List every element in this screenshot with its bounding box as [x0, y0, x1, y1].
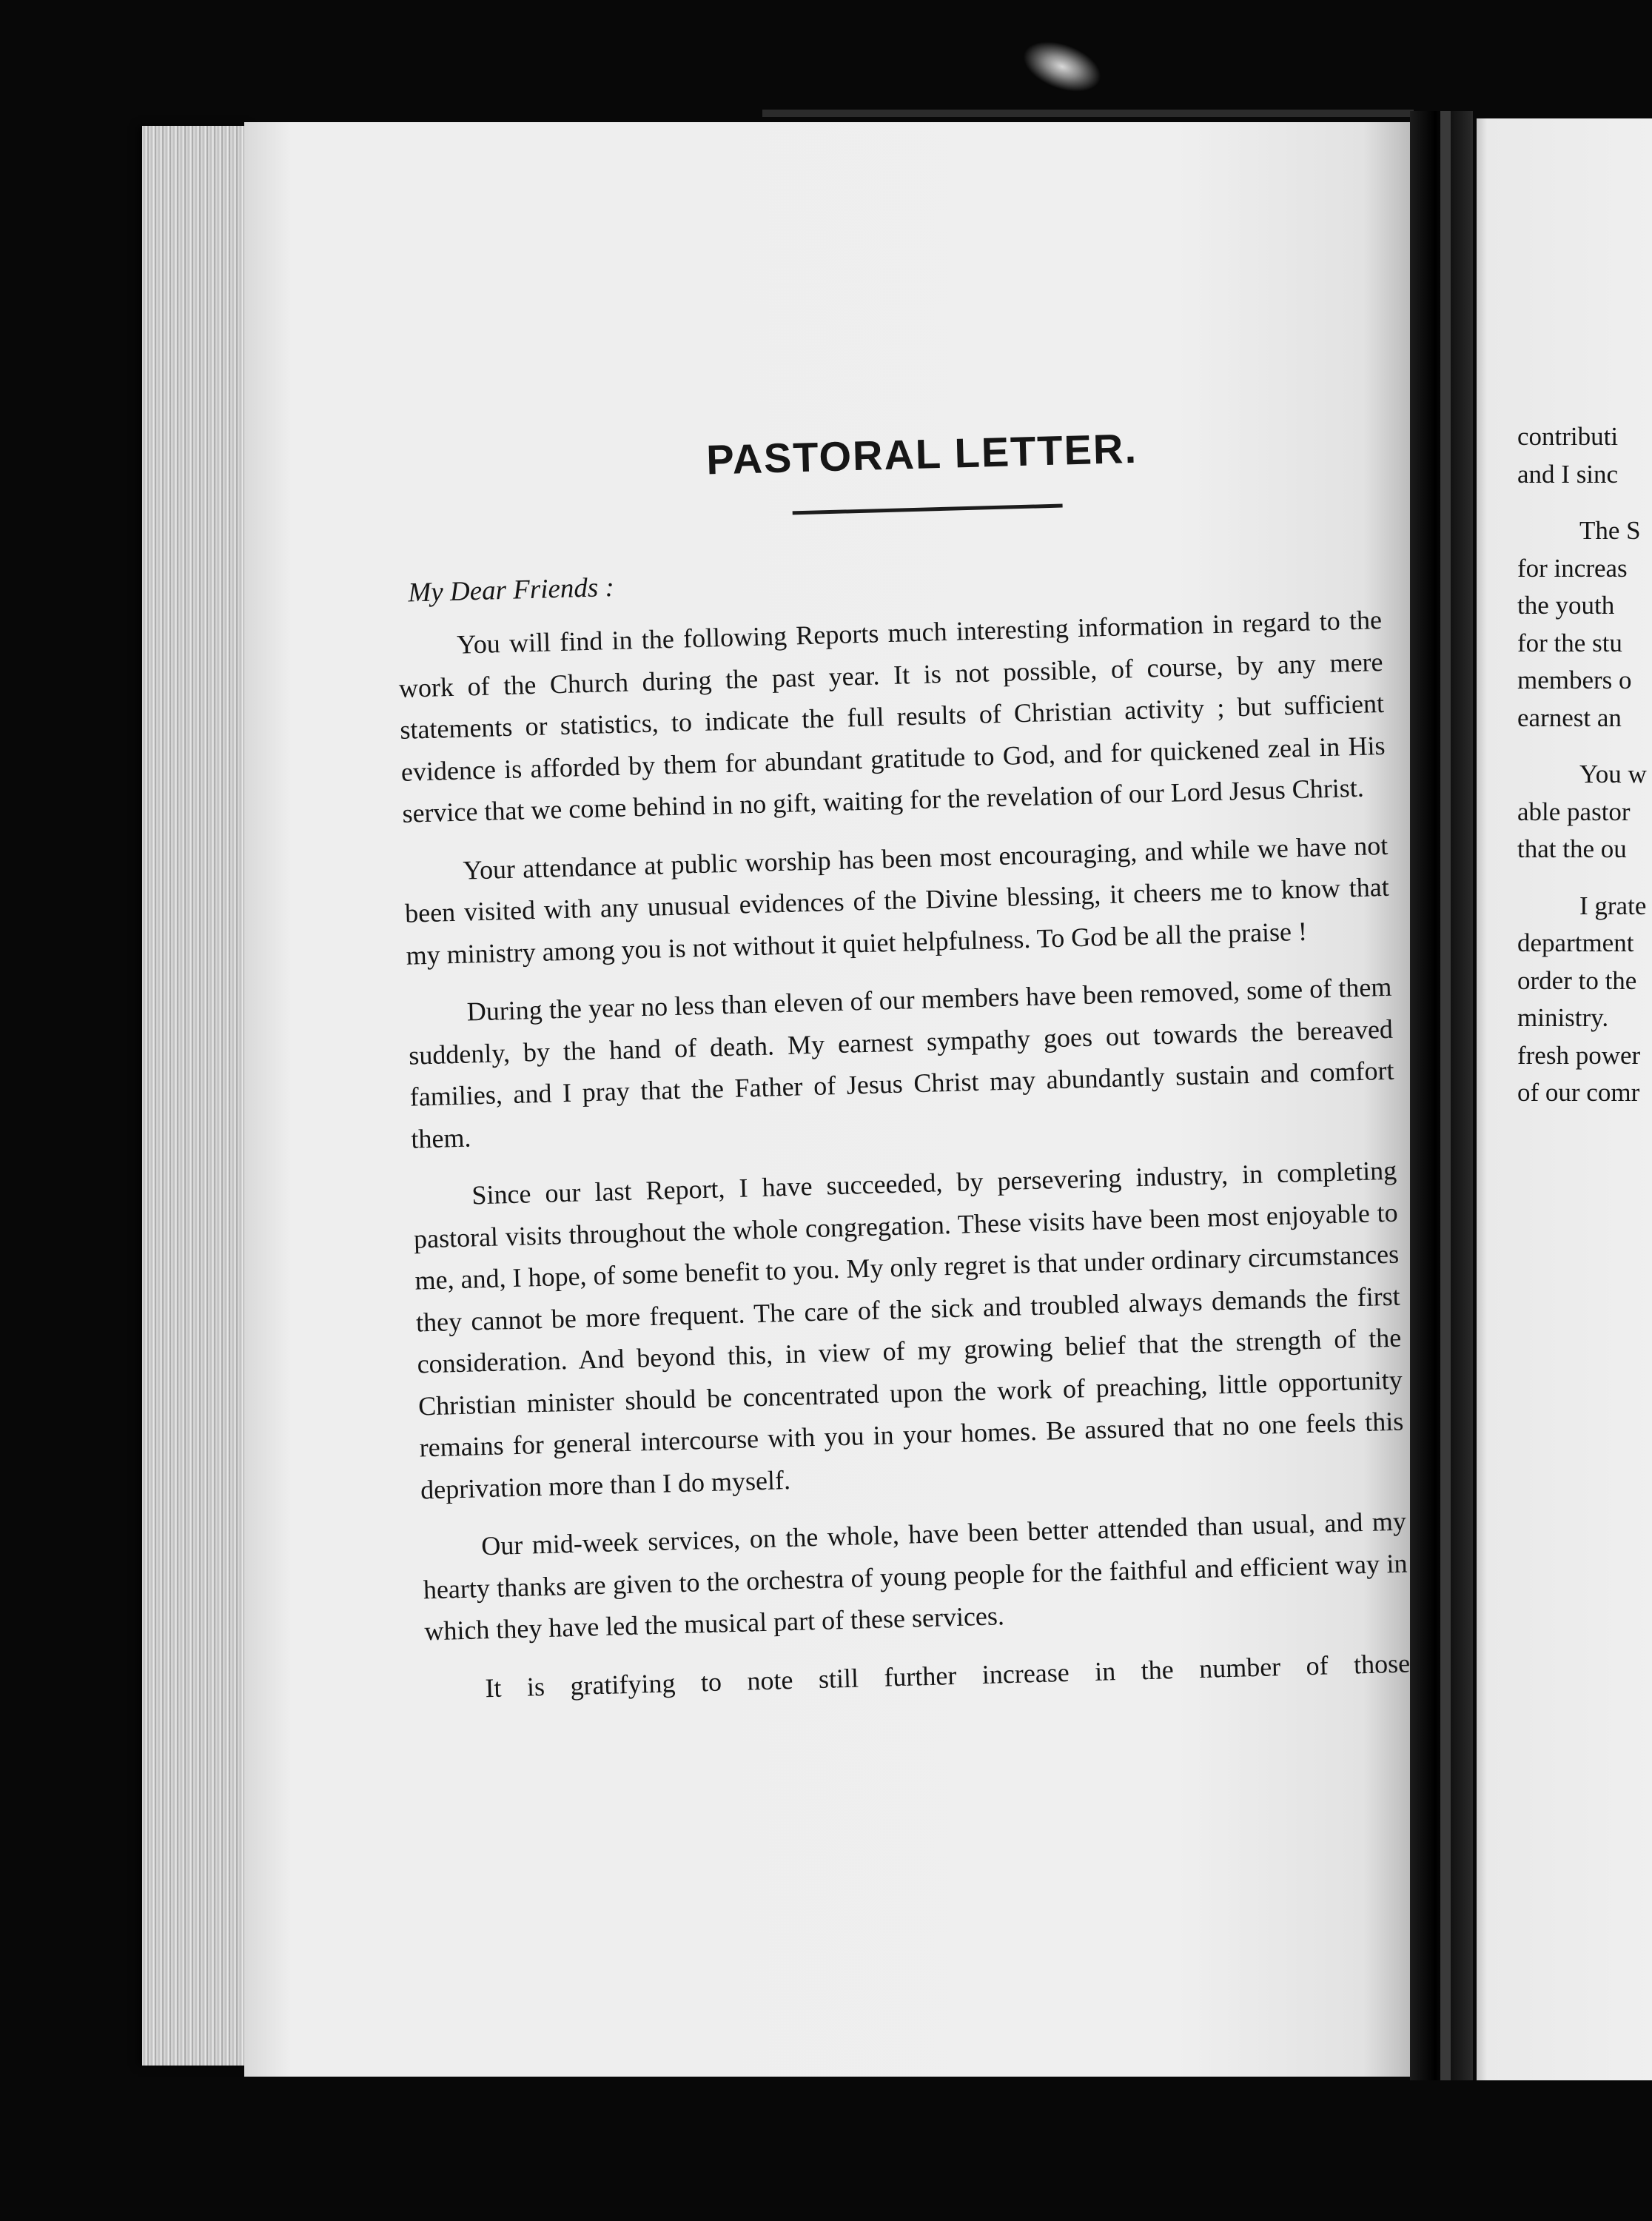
paragraph: Our mid-week services, on the whole, have been better attended than usual, and my hearty thanks are given to the orchestra of young people for the faithful and efficient way in which they have led the musical part of these services.	[423, 1506, 1408, 1647]
title-underline	[792, 504, 1062, 515]
page-title: PASTORAL LETTER.	[705, 424, 1138, 483]
right-line: The S	[1579, 516, 1641, 545]
gutter-strip	[1440, 111, 1451, 2080]
right-gap	[1517, 868, 1652, 888]
paragraph: Your attendance at public worship has been most encouraging, and while we have not been visited with any unusual evidences of the Divine blessing, it cheers me to know that my ministry among you is not without it quiet helpfulness. To God be all the praise !	[404, 830, 1390, 971]
paragraph: It is gratifying to note still further increase in the number of those	[484, 1647, 1411, 1703]
right-line: that the ou	[1517, 834, 1627, 863]
salutation: My Dear Friends :	[407, 572, 615, 609]
page-edges	[142, 126, 253, 2066]
left-page-text	[392, 418, 1411, 1726]
right-line: contributi	[1517, 422, 1619, 451]
right-line: the youth	[1517, 591, 1615, 620]
paragraph: Since our last Report, I have succeeded, by persevering industry, in completing pastoral visits throughout the whole congregation. These visits have been most enjoyable to me, and, I hope, of some benefit to you. My only regret is that under ordinary circumstances they cannot be more frequent. The care of the sick and troubled always demands the first consideration. And beyond this, in view of my growing belief that the strength of the Christian minister should be concentrated upon the work of preaching, little opportunity remains for general intercourse with you in your homes. Be assured that no one feels this deprivation more than I do myself.	[413, 1155, 1404, 1504]
right-line: fresh power	[1517, 1040, 1641, 1070]
right-line: earnest an	[1517, 703, 1622, 732]
binding-edge	[762, 110, 1414, 117]
right-page-clip	[1477, 118, 1652, 2080]
right-page-text	[1517, 418, 1652, 1112]
right-line: ministry.	[1517, 1003, 1609, 1032]
paragraph: You will find in the following Reports much interesting information in regard to the work of the Church during the past year. It is not possible, of course, by any mere statements or statistics, to indicate the full results of Christian activity ; but sufficient evidence is afforded by them for abundant gratitude to God, and for quickened zeal in His service that we come behind in no gift, waiting for the revelation of our Lord Jesus Christ.	[398, 604, 1386, 828]
right-line: for increas	[1517, 553, 1628, 583]
right-line: members o	[1517, 666, 1632, 694]
paragraph: During the year no less than eleven of our members have been removed, some of them suddenly, by the hand of death. My earnest sympathy goes out towards the bereaved families, and I pray that the Father of Jesus Christ may abundantly sustain and comfort them.	[408, 971, 1394, 1154]
right-line: of our comr	[1517, 1078, 1640, 1107]
right-gap	[1517, 737, 1652, 756]
right-line: I grate	[1579, 891, 1647, 920]
right-line: and I sinc	[1517, 459, 1619, 489]
right-line: able pastor	[1517, 797, 1631, 826]
right-line: for the stu	[1517, 628, 1622, 657]
film-blemish	[1016, 32, 1108, 101]
right-line: department	[1517, 928, 1634, 957]
right-line: order to the	[1517, 965, 1637, 995]
right-gap	[1517, 493, 1652, 512]
right-line: You w	[1579, 760, 1647, 788]
